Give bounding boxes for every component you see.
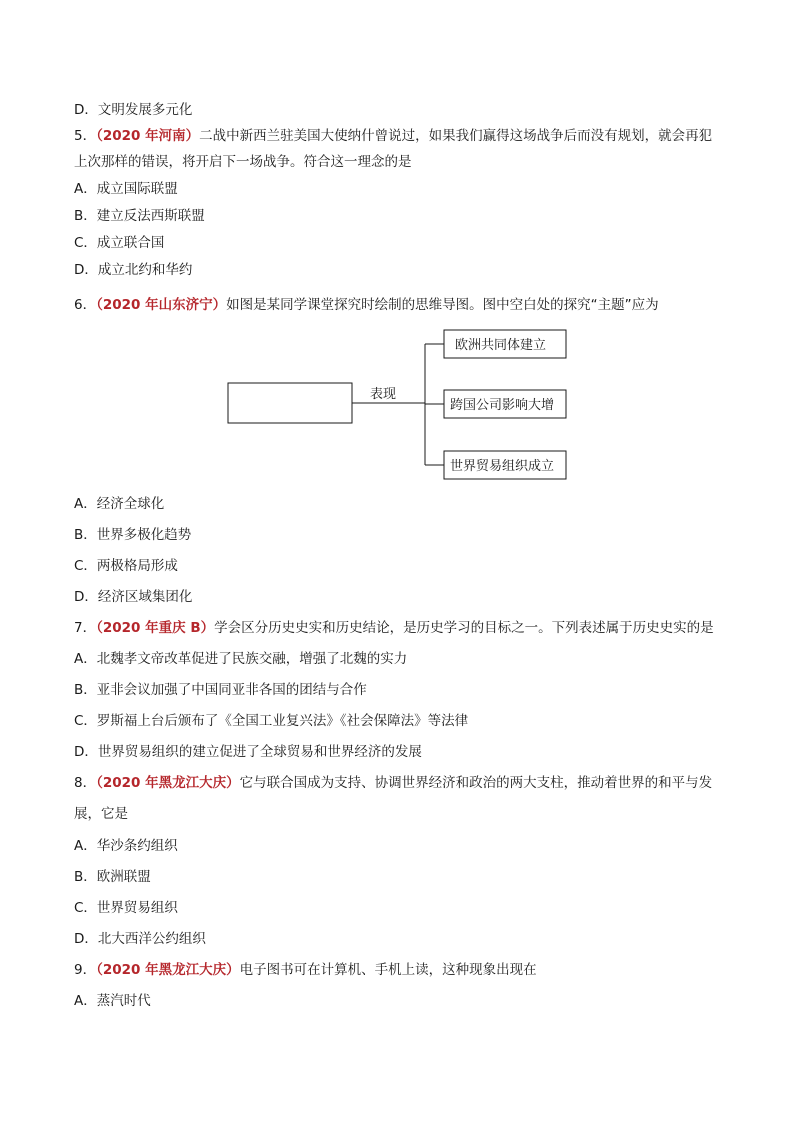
q7-source: （2020 年重庆 B） — [96, 620, 215, 636]
q8-stem-line2: 展，它是 — [74, 806, 128, 822]
q9-text: 电子图书可在计算机、手机上读，这种现象出现在 — [239, 962, 537, 978]
q6-option-b: B．世界多极化趋势 — [74, 527, 192, 543]
connector-label: 表现 — [370, 387, 397, 402]
q8-source: （2020 年黑龙江大庆） — [96, 775, 240, 791]
q8-text: 它与联合国成为支持、协调世界经济和政治的两大支柱，推动着世界的和平与发 — [239, 775, 713, 791]
q5-option-b: B．建立反法西斯联盟 — [74, 208, 205, 224]
branch-label-2: 跨国公司影响大增 — [450, 398, 555, 413]
q8-option-b: B．欧洲联盟 — [74, 869, 151, 885]
branch-label-1: 欧洲共同体建立 — [455, 338, 547, 353]
q5-option-a: A．成立国际联盟 — [74, 181, 178, 197]
q5-option-c: C．成立联合国 — [74, 235, 165, 251]
q9-option-a: A．蒸汽时代 — [74, 993, 151, 1009]
q4-option-d: D．文明发展多元化 — [74, 102, 193, 118]
blank-theme-box — [228, 383, 352, 423]
branch-label-3: 世界贸易组织成立 — [450, 459, 555, 474]
q7-option-b: B．亚非会议加强了中国同亚非各国的团结与合作 — [74, 682, 367, 698]
q9-number: 9． — [74, 962, 97, 978]
q7-stem — [74, 619, 714, 637]
q7-option-c: C．罗斯福上台后颁布了《全国工业复兴法》《社会保障法》等法律 — [74, 713, 469, 729]
q5-text: 二战中新西兰驻美国大使纳什曾说过，如果我们赢得这场战争后而没有规划，就会再犯 — [199, 128, 713, 144]
q7-option-d: D．世界贸易组织的建立促进了全球贸易和世界经济的发展 — [74, 744, 422, 760]
q6-source: （2020 年山东济宁） — [96, 297, 227, 313]
q8-number: 8． — [74, 775, 97, 791]
q9-source: （2020 年黑龙江大庆） — [96, 962, 240, 978]
q5-option-d: D．成立北约和华约 — [74, 262, 193, 278]
q6-option-c: C．两极格局形成 — [74, 558, 178, 574]
q7-number: 7． — [74, 620, 97, 636]
q5-source: （2020 年河南） — [96, 128, 200, 144]
q5-stem-line2: 上次那样的错误，将开启下一场战争。符合这一理念的是 — [74, 154, 412, 170]
q6-text: 如图是某同学课堂探究时绘制的思维导图。图中空白处的探究“主题”应为 — [226, 297, 659, 313]
q6-option-d: D．经济区域集团化 — [74, 589, 193, 605]
q7-option-a: A．北魏孝文帝改革促进了民族交融，增强了北魏的实力 — [74, 651, 408, 667]
q8-option-d: D．北大西洋公约组织 — [74, 931, 206, 947]
q9-stem — [74, 961, 537, 979]
q8-stem-line1 — [74, 774, 712, 792]
q6-number: 6． — [74, 297, 97, 313]
q8-option-c: C．世界贸易组织 — [74, 900, 178, 916]
q5-number: 5． — [74, 128, 97, 144]
q8-option-a: A．华沙条约组织 — [74, 838, 178, 854]
q7-text: 学会区分历史史实和历史结论，是历史学习的目标之一。下列表述属于历史史实的是 — [214, 620, 714, 636]
q6-option-a: A．经济全球化 — [74, 496, 165, 512]
